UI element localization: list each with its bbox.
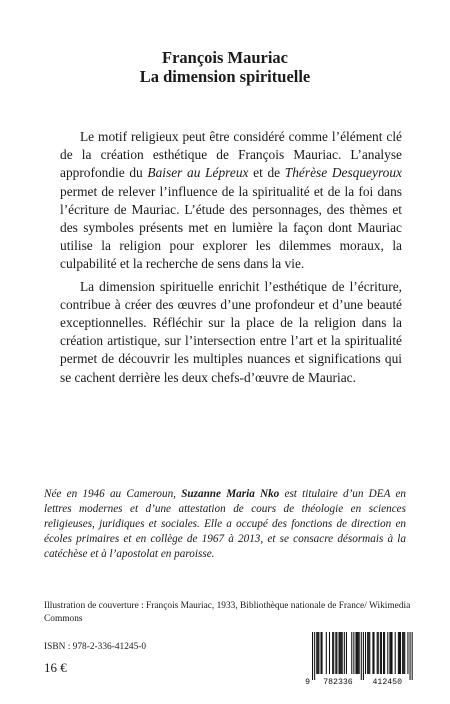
barcode-bar [384, 632, 385, 674]
barcode-bar [314, 632, 315, 680]
bio-text-a: Née en 1946 au Cameroun, [44, 488, 182, 500]
barcode-bar [336, 632, 337, 674]
barcode-bar [367, 632, 368, 674]
author-bio [44, 487, 406, 562]
barcode-bar [368, 632, 369, 674]
summary-text [60, 128, 402, 387]
barcode-bar [322, 632, 323, 674]
barcode-bar [317, 632, 318, 674]
summary-paragraph-2: La dimension spirituelle enrichit l’esthétique de l’écriture, contribue à créer des œuvres d’une profondeur et d’une beauté exceptionnelles. Réfléchir sur la place de la religion dans la création artistique, sur l’intersection entre l’art et la spiritualité permet de découvrir les multiples nuances et significations qui se cachent derrière les deux chefs-d’œuvre de Mauriac. [60, 278, 402, 385]
barcode-bar [404, 632, 405, 674]
barcode-bar [353, 632, 354, 674]
barcode-bar [363, 632, 364, 680]
summary-p1-text-b: et de [248, 165, 285, 181]
barcode-bar [342, 632, 343, 674]
barcode-bar [318, 632, 319, 674]
book-title-therese: Thérèse Desqueyroux [284, 165, 402, 181]
barcode-bar [383, 632, 384, 674]
barcode-bar [339, 632, 340, 674]
barcode-bar [351, 632, 352, 674]
barcode-bar [340, 632, 341, 674]
barcode [302, 630, 414, 686]
barcode-bar [329, 632, 330, 674]
barcode-bar [387, 632, 388, 674]
barcode-bar [392, 632, 393, 674]
barcode-bar [316, 632, 317, 674]
price: 16 € [44, 660, 67, 675]
barcode-bar [335, 632, 336, 674]
barcode-bar [341, 632, 342, 674]
barcode-bar [373, 632, 374, 674]
book-subtitle: La dimension spirituelle [139, 67, 311, 86]
author-name: Suzanne Maria Nko [181, 488, 280, 500]
cover-credit: Illustration de couverture : François Mauriac, 1933, Bibliothèque nationale de France/ Wikimedia Commons [44, 601, 411, 624]
barcode-bar [346, 632, 347, 674]
barcode-bar [410, 632, 411, 680]
isbn-line: ISBN : 978-2-336-41245-0 [44, 642, 147, 652]
summary-p1-text-c: permet de relever l’influence de la spiritualité et de la foi dans l’écriture de Mauriac. L’étude des personnages, des thèmes et des symboles présents met en lumière la façon dont Mauriac utilise la religion pour explorer les dilemmes moraux, la culpabilité et la recherche de sens dans la vie. [60, 183, 402, 272]
barcode-bar [412, 632, 413, 680]
barcode-bar [395, 632, 396, 674]
barcode-bar [380, 632, 381, 674]
barcode-bar [372, 632, 373, 674]
barcode-digits: 412450 [372, 678, 403, 686]
author-bio-paragraph [44, 487, 406, 562]
barcode-bar [326, 632, 327, 674]
barcode-bar [365, 632, 366, 674]
barcode-bar [332, 632, 333, 674]
summary-paragraph-1 [60, 128, 402, 274]
barcode-bar [333, 632, 334, 674]
barcode-bar [359, 632, 360, 674]
summary-p1-text-a: Le motif religieux peut être considéré comme l’élément clé de la création esthétique de François Mauriac. L’analyse approfondie du [60, 129, 402, 181]
barcode-bar [355, 632, 356, 674]
barcode-digits: 782336 [323, 678, 353, 686]
barcode-bar [399, 632, 400, 674]
barcode-digits: 9 [305, 678, 310, 686]
book-title-baiser: Baiser au Lépreux [147, 165, 249, 181]
barcode-bar [381, 632, 382, 674]
barcode-bar [378, 632, 379, 674]
barcode-bar [377, 632, 378, 674]
barcode-bar [389, 632, 390, 674]
book-title-block [0, 48, 450, 86]
barcode-bar [361, 632, 362, 680]
barcode-bar [402, 632, 403, 674]
barcode-bar [398, 632, 399, 674]
bio-text-b: est titulaire d’un DEA en lettres modernes et d’une attestation de cours de théologie en sciences religieuses, juridiques et sociales. Elle a occupé des fonctions de direction en écoles primaires et en collège de 1967 à 2013, et se consacre désormais à la catéchèse et à l’apostolat en paroisse. [44, 488, 406, 560]
barcode-bar [344, 632, 345, 674]
author-title: François Mauriac [161, 48, 288, 67]
barcode-bar [357, 632, 358, 674]
barcode-bar [358, 632, 359, 674]
barcode-bar [320, 632, 321, 674]
barcode-bar [403, 632, 404, 674]
barcode-bar [400, 632, 401, 674]
barcode-graphic [302, 630, 414, 686]
barcode-bar [390, 632, 391, 674]
barcode-bar [369, 632, 370, 674]
barcode-bar [312, 632, 313, 680]
barcode-bar [407, 632, 408, 674]
